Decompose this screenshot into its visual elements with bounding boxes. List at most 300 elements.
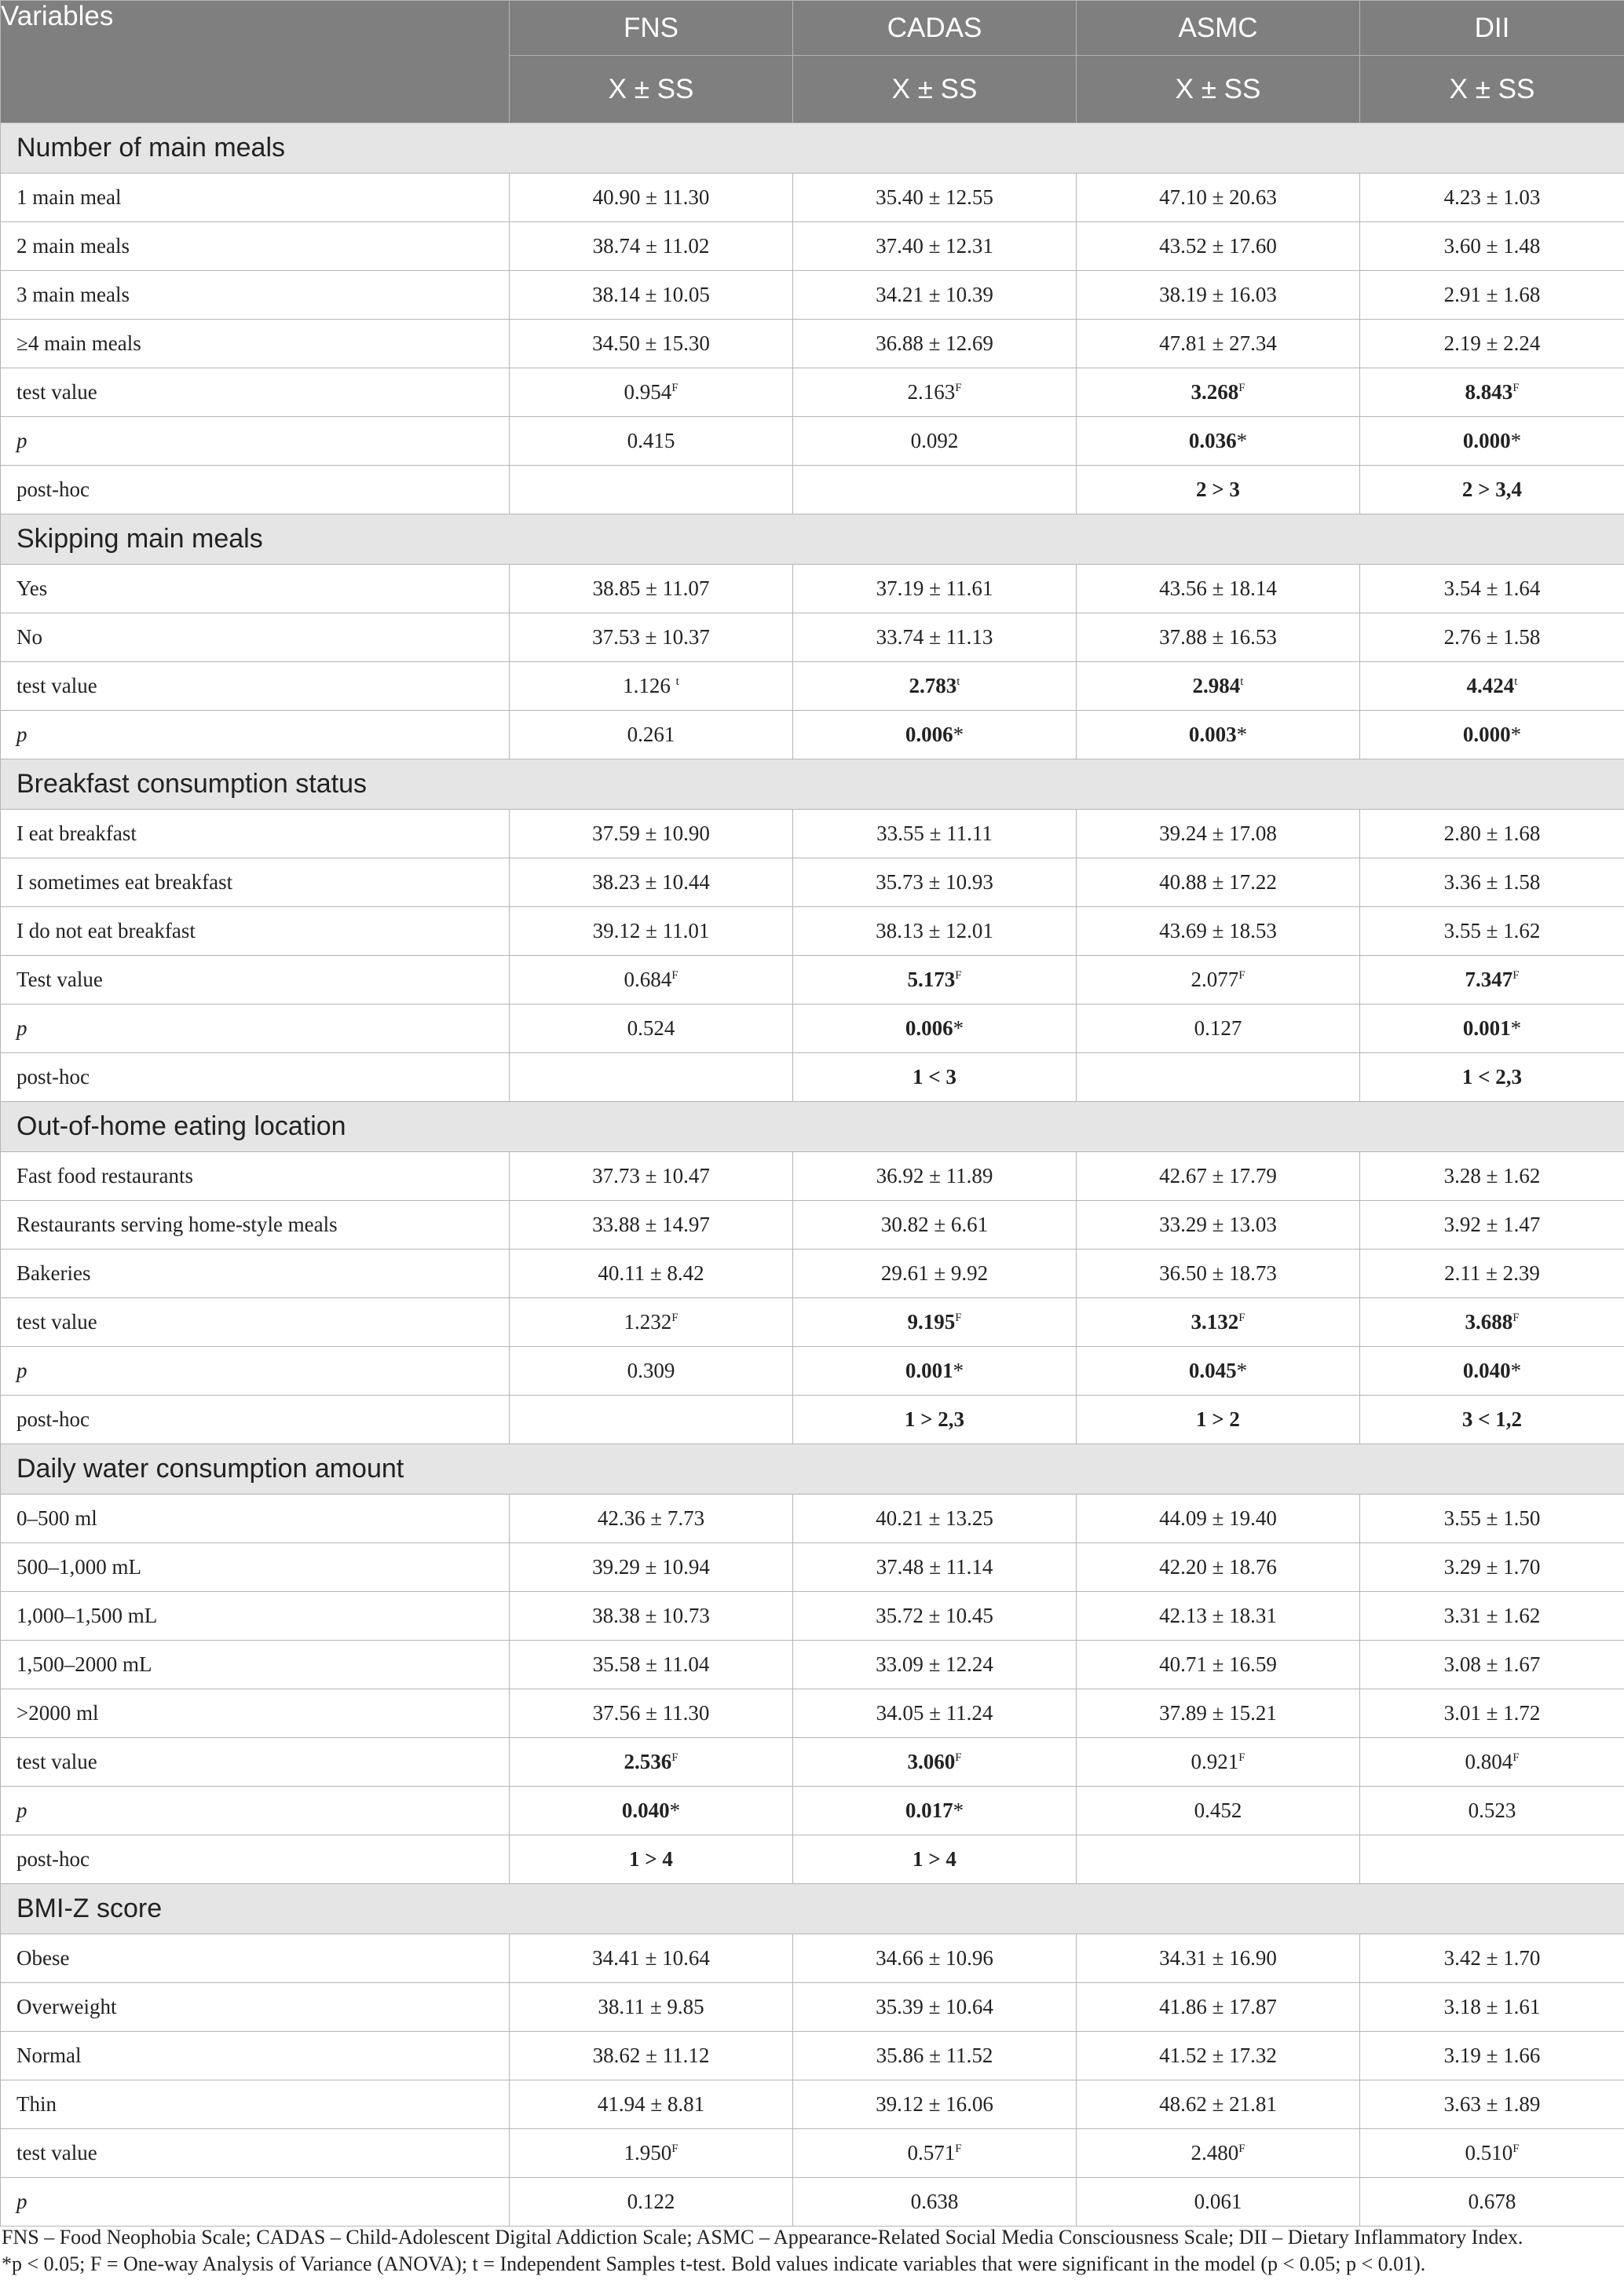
- column-header-dii: DII: [1360, 1, 1624, 56]
- table-cell: [1360, 1250, 1624, 1298]
- cell-value: 0.001: [905, 1359, 953, 1382]
- cell-value: 0.001: [1462, 1016, 1511, 1040]
- cell-value: 40.11 ± 8.42: [598, 1261, 704, 1285]
- cell-value: 0.510: [1465, 2141, 1513, 2164]
- table-cell: [510, 1201, 793, 1250]
- cell-value: 0.040: [1462, 1359, 1511, 1382]
- table-cell: [510, 1396, 793, 1444]
- significance-marker: *: [1510, 723, 1522, 746]
- cell-value: 0.000: [1462, 429, 1511, 452]
- significance-marker: *: [1236, 429, 1248, 452]
- test-type-superscript: F: [1238, 1312, 1245, 1324]
- table-cell: [1360, 1689, 1624, 1738]
- cell-value: 3.688: [1465, 1310, 1513, 1334]
- cell-value: 38.62 ± 11.12: [592, 2044, 710, 2067]
- section-title: Out-of-home eating location: [1, 1102, 1624, 1152]
- cell-value: 2.91 ± 1.68: [1443, 283, 1541, 306]
- cell-value: 37.88 ± 16.53: [1159, 625, 1277, 649]
- cell-value: 3.132: [1191, 1310, 1239, 1334]
- row-label: test value: [1, 1738, 510, 1787]
- test-type-superscript: F: [1238, 2142, 1245, 2155]
- cell-value: 36.92 ± 11.89: [876, 1164, 993, 1187]
- table-cell: [510, 711, 793, 759]
- test-type-superscript: F: [1512, 1751, 1520, 1764]
- table-row: [1, 320, 1624, 368]
- row-label: No: [1, 613, 510, 662]
- cell-value: 0.061: [1194, 2190, 1242, 2213]
- table-cell: [1077, 2129, 1360, 2178]
- cell-value: 0.003: [1188, 723, 1237, 746]
- cell-value: 42.20 ± 18.76: [1159, 1555, 1277, 1579]
- cell-value: 2.19 ± 2.24: [1443, 331, 1541, 355]
- table-row: [1, 1592, 1624, 1641]
- table-row: [1, 1983, 1624, 2032]
- table-cell: [793, 1495, 1077, 1543]
- cell-value: 3.29 ± 1.70: [1443, 1555, 1541, 1579]
- table-cell: [793, 320, 1077, 368]
- section-title: BMI-Z score: [1, 1884, 1624, 1934]
- cell-value: 38.19 ± 16.03: [1159, 283, 1277, 306]
- cell-value: 35.72 ± 10.45: [876, 1604, 993, 1627]
- table-cell: [1077, 368, 1360, 417]
- cell-value: 47.10 ± 20.63: [1159, 185, 1277, 209]
- table-row: [1, 417, 1624, 466]
- test-type-superscript: F: [1238, 382, 1245, 394]
- table-cell: [510, 1641, 793, 1689]
- table-row: [1, 1934, 1624, 1983]
- table-cell: [793, 858, 1077, 907]
- test-type-superscript: F: [1512, 1312, 1520, 1324]
- cell-value: 1 > 2,3: [904, 1407, 965, 1431]
- cell-value: 9.195: [907, 1310, 956, 1334]
- cell-value: 35.39 ± 10.64: [876, 1995, 993, 2018]
- table-cell: [510, 320, 793, 368]
- table-row: [1, 222, 1624, 271]
- row-label: p: [1, 1787, 510, 1835]
- row-label: >2000 ml: [1, 1689, 510, 1738]
- significance-marker: *: [669, 1798, 681, 1822]
- cell-value: 1 < 3: [913, 1065, 956, 1089]
- table-cell: [510, 2178, 793, 2227]
- cell-value: 2.11 ± 2.39: [1444, 1261, 1540, 1285]
- test-type-superscript: F: [955, 382, 962, 394]
- cell-value: 0.524: [627, 1016, 675, 1040]
- table-cell: [793, 956, 1077, 1004]
- test-type-superscript: F: [671, 382, 678, 394]
- table-cell: [793, 1787, 1077, 1835]
- table-cell: [510, 1738, 793, 1787]
- cell-value: 39.29 ± 10.94: [592, 1555, 710, 1579]
- cell-value: 3.63 ± 1.89: [1443, 2092, 1541, 2116]
- table-cell: [1360, 662, 1624, 711]
- table-cell: [1077, 1689, 1360, 1738]
- table-cell: [1077, 1250, 1360, 1298]
- table-cell: [1077, 907, 1360, 956]
- cell-value: 35.73 ± 10.93: [876, 870, 993, 894]
- cell-value: 0.006: [905, 723, 953, 746]
- table-row: [1, 1543, 1624, 1592]
- cell-value: 33.74 ± 11.13: [876, 625, 993, 649]
- cell-value: 36.88 ± 12.69: [876, 331, 993, 355]
- cell-value: 37.40 ± 12.31: [876, 234, 993, 258]
- cell-value: 0.452: [1194, 1798, 1242, 1822]
- cell-value: 1 > 4: [913, 1847, 956, 1871]
- table-row: [1, 1495, 1624, 1543]
- table-cell: [1360, 2032, 1624, 2080]
- cell-value: 38.13 ± 12.01: [876, 919, 993, 942]
- test-type-superscript: F: [1238, 969, 1245, 982]
- table-cell: [1360, 1053, 1624, 1102]
- table-cell: [510, 1689, 793, 1738]
- row-label: I sometimes eat breakfast: [1, 858, 510, 907]
- table-cell: [1360, 1152, 1624, 1201]
- cell-value: 41.52 ± 17.32: [1159, 2044, 1277, 2067]
- cell-value: 3.60 ± 1.48: [1443, 234, 1541, 258]
- table-cell: [1077, 711, 1360, 759]
- row-label: post-hoc: [1, 1835, 510, 1884]
- table-row: [1, 2178, 1624, 2227]
- row-label: I eat breakfast: [1, 810, 510, 858]
- section-header-row: [1, 1884, 1624, 1934]
- table-row: [1, 810, 1624, 858]
- cell-value: 41.94 ± 8.81: [597, 2092, 705, 2116]
- table-cell: [510, 1004, 793, 1053]
- table-cell: [510, 2080, 793, 2129]
- table-cell: [1360, 1004, 1624, 1053]
- table-cell: [1077, 417, 1360, 466]
- table-cell: [1077, 858, 1360, 907]
- cell-value: 0.000: [1462, 723, 1511, 746]
- table-row: [1, 1250, 1624, 1298]
- cell-value: 33.09 ± 12.24: [876, 1652, 993, 1676]
- cell-value: 34.66 ± 10.96: [876, 1946, 993, 1970]
- cell-value: 1.232: [624, 1310, 672, 1334]
- cell-value: 40.88 ± 17.22: [1159, 870, 1277, 894]
- table-cell: [1360, 2129, 1624, 2178]
- cell-value: 30.82 ± 6.61: [880, 1213, 989, 1236]
- cell-value: 39.24 ± 17.08: [1159, 821, 1277, 845]
- test-type-superscript: t: [1514, 675, 1518, 688]
- row-label: Thin: [1, 2080, 510, 2129]
- table-cell: [1077, 1592, 1360, 1641]
- table-cell: [1077, 320, 1360, 368]
- table-row: [1, 368, 1624, 417]
- cell-value: 3.92 ± 1.47: [1443, 1213, 1541, 1236]
- cell-value: 2.163: [907, 380, 956, 404]
- table-cell: [510, 1250, 793, 1298]
- table-cell: [1077, 1543, 1360, 1592]
- table-row: [1, 2032, 1624, 2080]
- table-cell: [1360, 2080, 1624, 2129]
- table-cell: [1077, 1004, 1360, 1053]
- significance-marker: *: [953, 1016, 964, 1040]
- table-cell: [1360, 1835, 1624, 1884]
- test-type-superscript: F: [955, 1312, 962, 1324]
- cell-value: 42.67 ± 17.79: [1159, 1164, 1277, 1187]
- table-cell: [793, 417, 1077, 466]
- table-cell: [1360, 1347, 1624, 1396]
- section-header-row: [1, 759, 1624, 810]
- cell-value: 37.56 ± 11.30: [592, 1701, 710, 1725]
- cell-value: 0.954: [624, 380, 672, 404]
- table-cell: [793, 1738, 1077, 1787]
- cell-value: 39.12 ± 11.01: [592, 919, 710, 942]
- table-row: [1, 1201, 1624, 1250]
- table-cell: [1077, 222, 1360, 271]
- table-cell: [510, 1835, 793, 1884]
- table-cell: [793, 1934, 1077, 1983]
- section-header-row: [1, 1444, 1624, 1495]
- row-label: post-hoc: [1, 1053, 510, 1102]
- column-header-cadas: CADAS: [793, 1, 1077, 56]
- table-cell: [1360, 956, 1624, 1004]
- table-cell: [510, 565, 793, 613]
- cell-value: 3 < 1,2: [1461, 1407, 1523, 1431]
- table-cell: [793, 1152, 1077, 1201]
- table-cell: [510, 368, 793, 417]
- table-cell: [510, 810, 793, 858]
- cell-value: 35.86 ± 11.52: [876, 2044, 993, 2067]
- cell-value: 47.81 ± 27.34: [1159, 331, 1277, 355]
- table-cell: [1077, 613, 1360, 662]
- row-label: Fast food restaurants: [1, 1152, 510, 1201]
- table-cell: [793, 271, 1077, 320]
- table-cell: [1077, 2178, 1360, 2227]
- table-cell: [793, 1298, 1077, 1347]
- footnote-abbreviations: FNS – Food Neophobia Scale; CADAS – Child-Adolescent Digital Addiction Scale; ASMC – Appearance-Related Social Media Consciousness Scale; DII – Dietary Inflammatory Index.: [2, 2226, 1523, 2249]
- cell-value: 0.036: [1188, 429, 1237, 452]
- row-label: 500–1,000 mL: [1, 1543, 510, 1592]
- table-cell: [1360, 2178, 1624, 2227]
- table-cell: [1077, 1934, 1360, 1983]
- cell-value: 38.85 ± 11.07: [592, 576, 710, 600]
- cell-value: 40.90 ± 11.30: [592, 185, 710, 209]
- table-cell: [793, 810, 1077, 858]
- row-label: Test value: [1, 956, 510, 1004]
- test-type-superscript: t: [675, 675, 679, 688]
- cell-value: 3.28 ± 1.62: [1443, 1164, 1541, 1187]
- table-cell: [1077, 1396, 1360, 1444]
- cell-value: 0.092: [910, 429, 959, 452]
- cell-value: 2.783: [909, 674, 957, 697]
- table-cell: [1077, 1053, 1360, 1102]
- table-cell: [793, 1835, 1077, 1884]
- table-row: [1, 1298, 1624, 1347]
- table-cell: [1360, 1543, 1624, 1592]
- test-type-superscript: t: [1240, 675, 1244, 688]
- table-cell: [1360, 222, 1624, 271]
- table-cell: [1077, 1495, 1360, 1543]
- row-label: Restaurants serving home-style meals: [1, 1201, 510, 1250]
- header-row: [1, 1, 1624, 56]
- significance-marker: *: [953, 1798, 964, 1822]
- table-cell: [510, 1347, 793, 1396]
- table-cell: [1360, 1787, 1624, 1835]
- test-type-superscript: F: [1238, 1751, 1245, 1764]
- cell-value: 8.843: [1465, 380, 1513, 404]
- cell-value: 40.71 ± 16.59: [1159, 1652, 1277, 1676]
- cell-value: 3.54 ± 1.64: [1443, 576, 1541, 600]
- table-row: [1, 466, 1624, 514]
- table-row: [1, 565, 1624, 613]
- table-cell: [510, 222, 793, 271]
- table-cell: [1077, 1835, 1360, 1884]
- cell-value: 3.19 ± 1.66: [1443, 2044, 1541, 2067]
- table-cell: [793, 222, 1077, 271]
- cell-value: 3.268: [1191, 380, 1239, 404]
- cell-value: 43.52 ± 17.60: [1159, 234, 1277, 258]
- cell-value: 39.12 ± 16.06: [876, 2092, 993, 2116]
- table-cell: [1360, 858, 1624, 907]
- cell-value: 0.921: [1191, 1750, 1239, 1773]
- table-cell: [1077, 271, 1360, 320]
- test-type-superscript: F: [1512, 382, 1520, 394]
- cell-value: 34.21 ± 10.39: [876, 283, 993, 306]
- cell-value: 2.480: [1191, 2141, 1239, 2164]
- cell-value: 2.76 ± 1.58: [1443, 625, 1541, 649]
- table-cell: [510, 271, 793, 320]
- table-cell: [1360, 320, 1624, 368]
- table-cell: [1077, 956, 1360, 1004]
- table-cell: [510, 613, 793, 662]
- table-cell: [1077, 565, 1360, 613]
- table-cell: [1360, 368, 1624, 417]
- cell-value: 43.56 ± 18.14: [1159, 576, 1277, 600]
- cell-value: 38.23 ± 10.44: [592, 870, 710, 894]
- section-header-row: [1, 1102, 1624, 1152]
- cell-value: 34.05 ± 11.24: [876, 1701, 993, 1725]
- table-cell: [1360, 174, 1624, 222]
- table-cell: [1360, 1983, 1624, 2032]
- row-label: 1 main meal: [1, 174, 510, 222]
- table-cell: [1077, 1787, 1360, 1835]
- table-cell: [1077, 810, 1360, 858]
- table-cell: [510, 1298, 793, 1347]
- row-label: I do not eat breakfast: [1, 907, 510, 956]
- table-cell: [1360, 271, 1624, 320]
- table-cell: [1077, 1641, 1360, 1689]
- table-row: [1, 271, 1624, 320]
- row-label: test value: [1, 368, 510, 417]
- table-body: [1, 123, 1624, 2227]
- significance-marker: *: [953, 1359, 964, 1382]
- stat-label: X ± SS: [793, 56, 1077, 123]
- table-row: [1, 1004, 1624, 1053]
- cell-value: 4.424: [1466, 674, 1515, 697]
- cell-value: 0.122: [627, 2190, 675, 2213]
- section-title: Daily water consumption amount: [1, 1444, 1624, 1495]
- section-header-row: [1, 123, 1624, 174]
- cell-value: 37.73 ± 10.47: [592, 1164, 710, 1187]
- table-cell: [793, 1053, 1077, 1102]
- table-row: [1, 1835, 1624, 1884]
- stat-label: X ± SS: [1077, 56, 1360, 123]
- table-cell: [793, 2080, 1077, 2129]
- table-cell: [510, 956, 793, 1004]
- footnotes: [0, 2224, 1624, 2278]
- table-cell: [510, 1495, 793, 1543]
- table-cell: [510, 858, 793, 907]
- table-cell: [793, 711, 1077, 759]
- table-cell: [793, 613, 1077, 662]
- cell-value: 38.74 ± 11.02: [592, 234, 710, 258]
- row-label: 3 main meals: [1, 271, 510, 320]
- cell-value: 0.261: [627, 723, 675, 746]
- table-row: [1, 1641, 1624, 1689]
- cell-value: 43.69 ± 18.53: [1159, 919, 1277, 942]
- row-label: Obese: [1, 1934, 510, 1983]
- cell-value: 33.88 ± 14.97: [592, 1213, 710, 1236]
- cell-value: 3.31 ± 1.62: [1443, 1604, 1541, 1627]
- table-cell: [793, 1689, 1077, 1738]
- test-type-superscript: F: [671, 1751, 678, 1764]
- cell-value: 36.50 ± 18.73: [1159, 1261, 1277, 1285]
- cell-value: 34.41 ± 10.64: [592, 1946, 710, 1970]
- table-cell: [793, 1201, 1077, 1250]
- table-row: [1, 907, 1624, 956]
- table-cell: [1360, 613, 1624, 662]
- table-cell: [1077, 1347, 1360, 1396]
- significance-marker: *: [1510, 429, 1522, 452]
- table-cell: [510, 1592, 793, 1641]
- variables-header: Variables: [1, 1, 510, 123]
- row-label: post-hoc: [1, 1396, 510, 1444]
- table-row: [1, 711, 1624, 759]
- cell-value: 34.50 ± 15.30: [592, 331, 710, 355]
- table-cell: [510, 174, 793, 222]
- table-cell: [793, 1347, 1077, 1396]
- table-cell: [510, 1934, 793, 1983]
- row-label: post-hoc: [1, 466, 510, 514]
- test-type-superscript: F: [671, 2142, 678, 2155]
- table-cell: [1360, 907, 1624, 956]
- test-type-superscript: F: [955, 1751, 962, 1764]
- cell-value: 0.638: [910, 2190, 959, 2213]
- cell-value: 2 > 3: [1196, 478, 1240, 501]
- row-label: p: [1, 417, 510, 466]
- cell-value: 0.684: [624, 968, 672, 991]
- cell-value: 0.017: [905, 1798, 953, 1822]
- cell-value: 3.08 ± 1.67: [1443, 1652, 1541, 1676]
- cell-value: 33.55 ± 11.11: [876, 821, 993, 845]
- table-cell: [510, 2129, 793, 2178]
- table-cell: [793, 1543, 1077, 1592]
- table-row: [1, 1689, 1624, 1738]
- cell-value: 3.55 ± 1.50: [1443, 1506, 1541, 1530]
- cell-value: 37.89 ± 15.21: [1159, 1701, 1277, 1725]
- cell-value: 37.59 ± 10.90: [592, 821, 710, 845]
- stat-label: X ± SS: [510, 56, 793, 123]
- table-row: [1, 613, 1624, 662]
- cell-value: 37.48 ± 11.14: [876, 1555, 993, 1579]
- row-label: p: [1, 1347, 510, 1396]
- table-cell: [510, 1543, 793, 1592]
- cell-value: 29.61 ± 9.92: [880, 1261, 989, 1285]
- cell-value: 42.36 ± 7.73: [597, 1506, 705, 1530]
- table-cell: [510, 466, 793, 514]
- cell-value: 2 > 3,4: [1461, 478, 1523, 501]
- cell-value: 33.29 ± 13.03: [1159, 1213, 1277, 1236]
- row-label: 0–500 ml: [1, 1495, 510, 1543]
- row-label: Yes: [1, 565, 510, 613]
- row-label: ≥4 main meals: [1, 320, 510, 368]
- cell-value: 1 > 4: [629, 1847, 673, 1871]
- cell-value: 2.536: [624, 1750, 672, 1773]
- cell-value: 1.950: [624, 2141, 672, 2164]
- cell-value: 38.11 ± 9.85: [598, 1995, 704, 2018]
- cell-value: 38.14 ± 10.05: [592, 283, 710, 306]
- table-cell: [1360, 417, 1624, 466]
